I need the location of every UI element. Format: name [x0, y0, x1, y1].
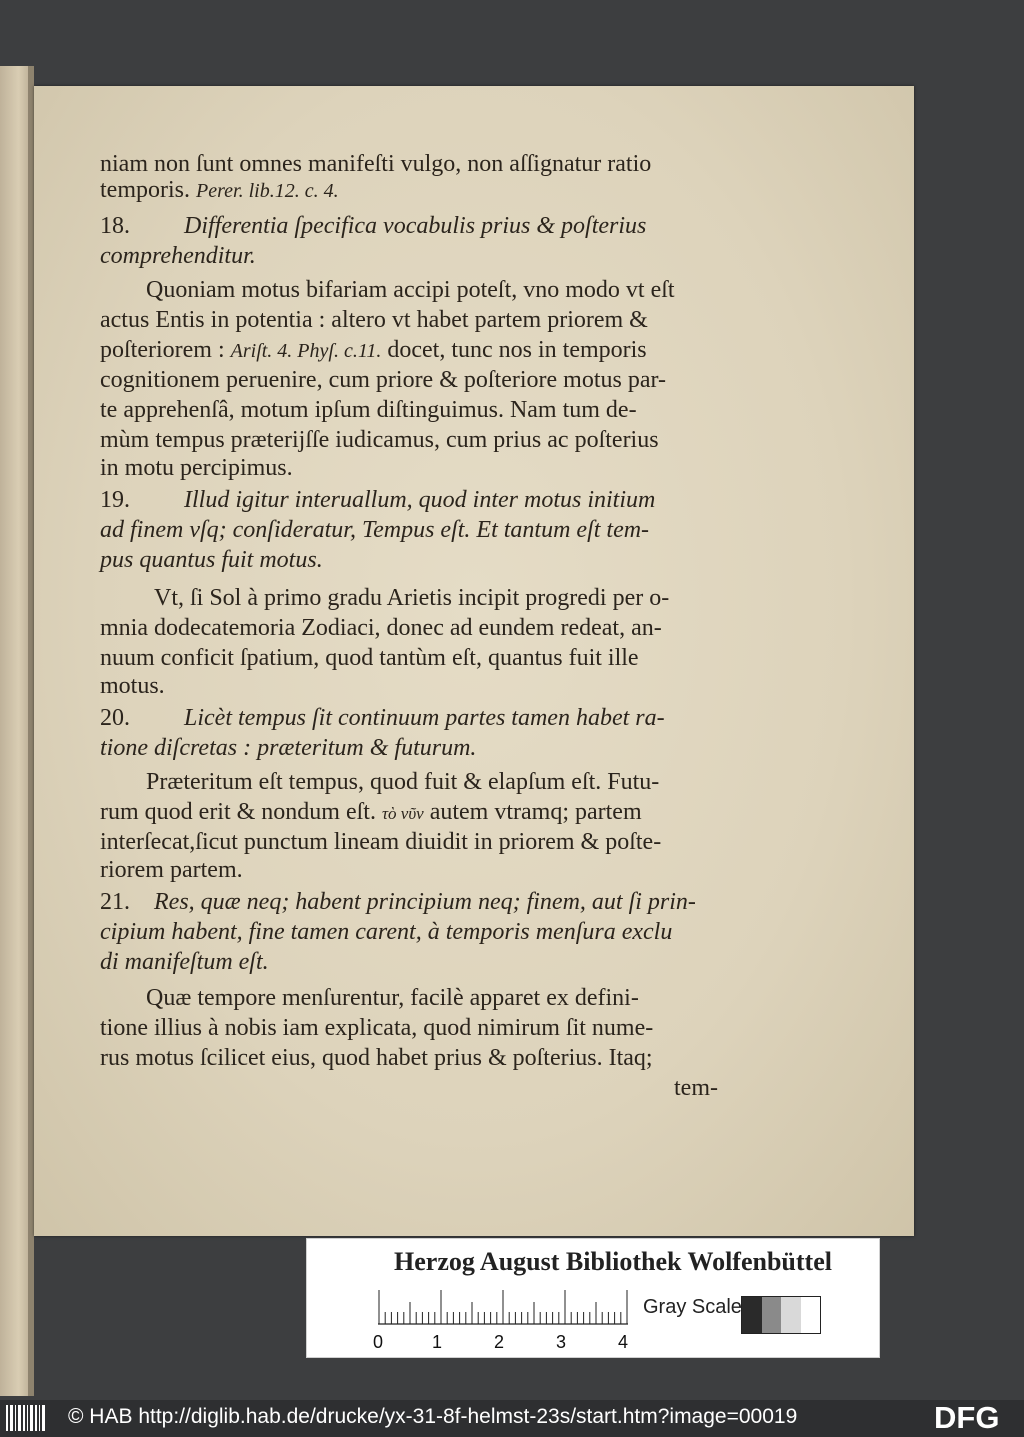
footer-url[interactable]: © HAB http://diglib.hab.de/drucke/yx-31-8f-helmst-23s/start.htm?image=00019 — [68, 1405, 798, 1428]
thesis-number: 19. — [100, 487, 130, 513]
ruler-number: 2 — [494, 1332, 505, 1352]
thesis-line: Licèt tempus ſit continuum partes tamen habet ra- — [184, 705, 665, 731]
ruler-number: 1 — [432, 1332, 443, 1352]
dfg-logo: DFG — [934, 1400, 1000, 1435]
text-line: cognitionem peruenire, cum priore & poſteriore motus par- — [100, 367, 667, 393]
ruler-number: 0 — [373, 1332, 384, 1352]
text-span: temporis. — [100, 177, 190, 203]
thesis-line: ad finem vſq; conſideratur, Tempus eſt. Et tantum eſt tem- — [100, 517, 650, 543]
text-line — [100, 798, 642, 828]
gray-scale-label: Gray Scale — [643, 1296, 742, 1318]
text-line — [100, 176, 339, 205]
text-line: riorem partem. — [100, 857, 243, 883]
greek-phrase: τὸ νῦν — [381, 804, 424, 823]
text-line: te apprehenſâ, motum ipſum diſtinguimus. Nam tum de- — [100, 397, 637, 423]
thesis-line: cipium habent, fine tamen carent, à temporis menſura exclu — [100, 919, 673, 945]
text-line: interſecat,ſicut punctum lineam diuidit in priorem & poſte- — [100, 829, 662, 855]
text-line: motus. — [100, 673, 165, 699]
text-line: Præteritum eſt tempus, quod fuit & elapſum eſt. Futu- — [146, 769, 660, 795]
thesis-line: Differentia ſpecifica vocabulis prius & poſterius — [184, 213, 647, 239]
text-line: actus Entis in potentia : altero vt habet partem priorem & — [100, 307, 648, 333]
ruler-scale — [378, 1290, 628, 1330]
text-line: rus motus ſcilicet eius, quod habet prius & poſterius. Itaq; — [100, 1045, 653, 1071]
text-line: tione illius à nobis iam explicata, quod nimirum ſit nume- — [100, 1015, 654, 1041]
thesis-line: comprehenditur. — [100, 243, 256, 269]
gray-patch — [781, 1297, 801, 1333]
thesis-number: 20. — [100, 705, 130, 731]
text-line: Quoniam motus bifariam accipi poteſt, vno modo vt eſt — [146, 277, 675, 303]
text-span: autem vtramq; partem — [429, 799, 642, 825]
text-line: mùm tempus præterijſſe iudicamus, cum prius ac poſterius — [100, 427, 659, 453]
text-line: Vt, ſi Sol à primo gradu Arietis incipit progredi per o- — [154, 585, 670, 611]
text-span: rum quod erit & nondum eſt. — [100, 799, 376, 825]
text-line: nuum conficit ſpatium, quod tantùm eſt, quantus fuit ille — [100, 645, 639, 671]
thesis-line: Res, quæ neq; habent principium neq; finem, aut ſi prin- — [154, 889, 696, 915]
thesis-line: tione diſcretas : præteritum & futurum. — [100, 735, 477, 761]
thesis-line: Illud igitur interuallum, quod inter motus initium — [184, 487, 656, 513]
gray-patch — [742, 1297, 762, 1333]
text-line — [100, 336, 647, 365]
citation: Ariſt. 4. Phyſ. c.11. — [230, 340, 382, 362]
thesis-line: pus quantus fuit motus. — [100, 547, 323, 573]
citation: Perer. lib.12. c. 4. — [196, 180, 339, 202]
thesis-number: 18. — [100, 213, 130, 239]
barcode-icon — [6, 1405, 48, 1431]
text-line: niam non ſunt omnes manifeſti vulgo, non aſſignatur ratio — [100, 151, 652, 177]
text-line: Quæ tempore menſurentur, facilè apparet ex defini- — [146, 985, 639, 1011]
text-span: docet, tunc nos in temporis — [387, 337, 647, 363]
book-page — [34, 86, 914, 1236]
text-span: poſteriorem : — [100, 337, 225, 363]
gray-patch — [762, 1297, 782, 1333]
text-line: in motu percipimus. — [100, 455, 293, 481]
gray-scale-swatches — [741, 1296, 821, 1334]
ruler-number: 3 — [556, 1332, 567, 1352]
text-line: mnia dodecatemoria Zodiaci, donec ad eundem redeat, an- — [100, 615, 662, 641]
library-title: Herzog August Bibliothek Wolfenbüttel — [394, 1247, 832, 1276]
thesis-line: di manifeſtum eſt. — [100, 949, 269, 975]
ruler-number: 4 — [618, 1332, 629, 1352]
catchword: tem- — [674, 1075, 718, 1101]
thesis-number: 21. — [100, 889, 130, 915]
gray-patch — [801, 1297, 821, 1333]
